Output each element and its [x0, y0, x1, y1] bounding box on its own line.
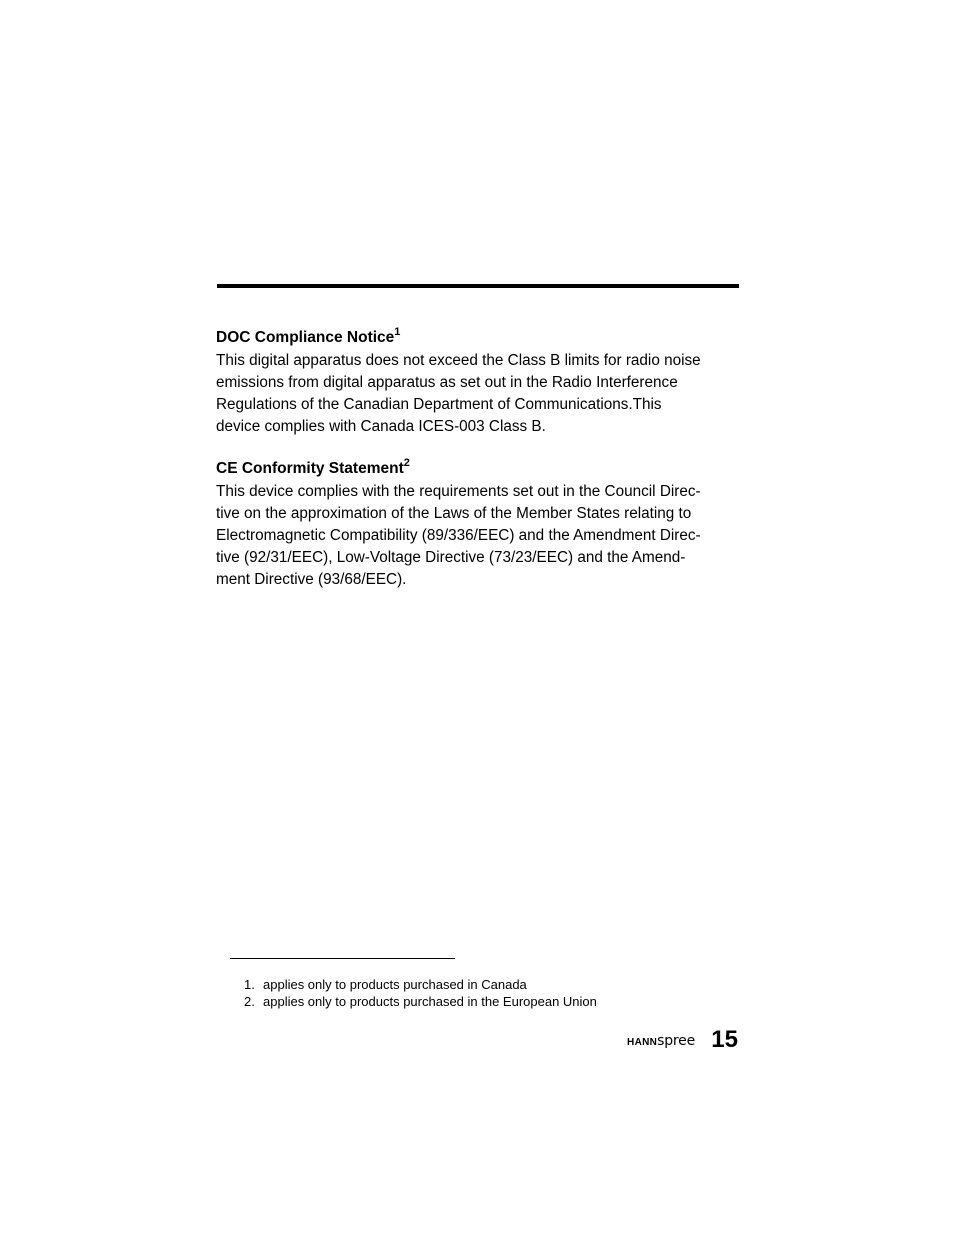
section-heading: DOC Compliance Notice$^1$ [216, 325, 401, 346]
body-line: Regulations of the Canadian Department of Communications.This [216, 396, 662, 413]
footnote-item [244, 993, 597, 1010]
page-content [216, 326, 742, 591]
brand-logo-bold: HANN [627, 1037, 658, 1048]
footnote-text: applies only to products purchased in the European Union [263, 994, 597, 1009]
body-line: tive (92/31/EEC), Low-Voltage Directive (73/23/EEC) and the Amend- [216, 549, 686, 566]
body-line: device complies with Canada ICES-003 Class B. [216, 418, 546, 435]
footnote-reference[interactable]: 1 [394, 325, 401, 338]
doc-compliance-section [216, 326, 742, 438]
footnote-reference[interactable]: 2 [403, 456, 410, 469]
body-line: This digital apparatus does not exceed the Class B limits for radio noise [216, 352, 701, 369]
footnote-number: 2. [244, 994, 255, 1009]
brand-logo [627, 1033, 695, 1049]
body-line: emissions from digital apparatus as set out in the Radio Interference [216, 374, 678, 391]
footnote-text: applies only to products purchased in Canada [263, 977, 527, 992]
footnote-number: 1. [244, 977, 255, 992]
body-line: tive on the approximation of the Laws of the Member States relating to [216, 505, 692, 522]
footnote-separator [230, 958, 455, 959]
body-line: This device complies with the requirements set out in the Council Direc- [216, 483, 701, 500]
footnote-list [244, 976, 597, 1010]
section-heading: CE Conformity Statement$^2$ [216, 456, 410, 477]
page-number: 15 [711, 1026, 738, 1053]
section-body [216, 481, 742, 591]
body-line: Electromagnetic Compatibility (89/336/EEC) and the Amendment Direc- [216, 527, 701, 544]
brand-logo-light: spree [657, 1033, 695, 1049]
footnote-item [244, 976, 597, 993]
page-footer [600, 1024, 740, 1054]
body-line: ment Directive (93/68/EEC). [216, 571, 407, 588]
section-body [216, 350, 742, 438]
ce-conformity-section [216, 457, 742, 591]
header-rule [217, 284, 739, 288]
